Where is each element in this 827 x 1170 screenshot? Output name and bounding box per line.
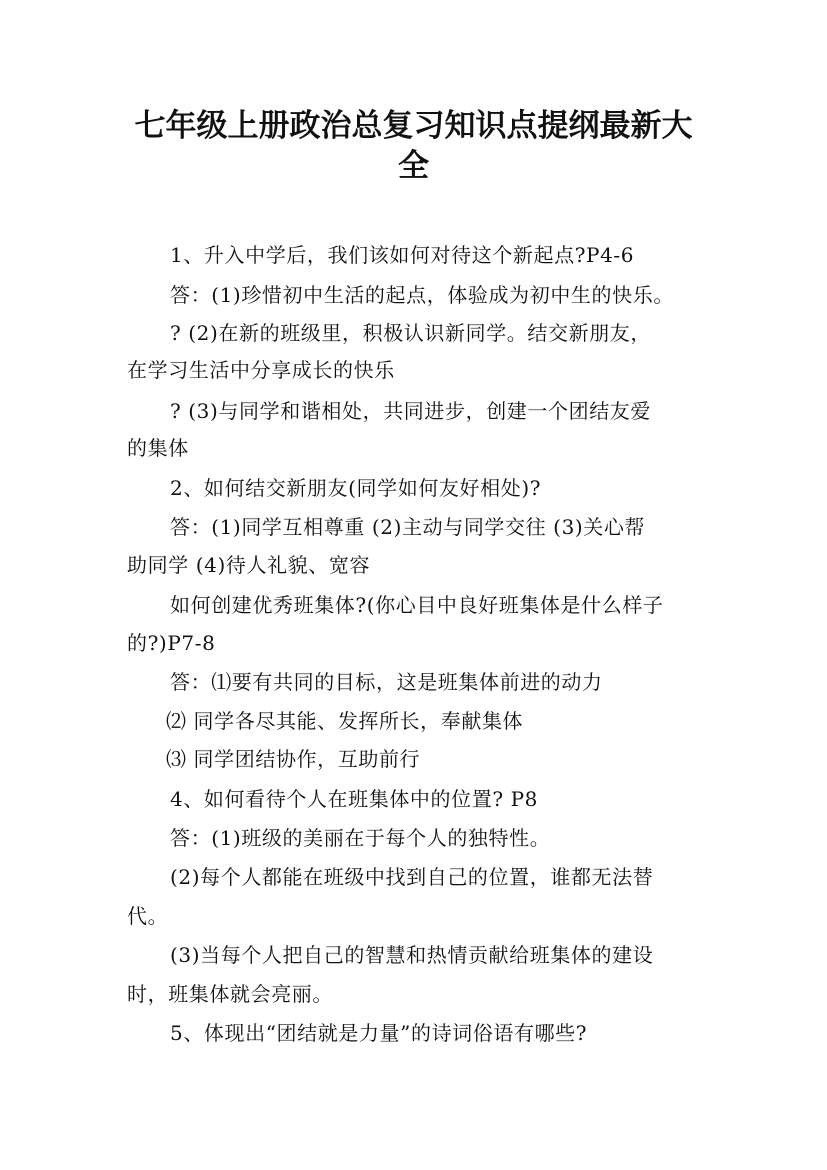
answer-1-point-2: ? (2)在新的班级里，积极认识新同学。结交新朋友， [170,321,652,345]
question-3-cont: 的?)P7-8 [127,631,216,655]
answer-3-point-3: ⑶ 同学团结协作，互助前行 [166,747,421,771]
answer-3-point-2: ⑵ 同学各尽其能、发挥所长，奉献集体 [166,709,524,733]
answer-2: 答：(1)同学互相尊重 (2)主动与同学交往 (3)关心帮 [170,515,646,539]
document-title-line-2: 全 [398,148,429,184]
question-1: 1、升入中学后，我们该如何对待这个新起点?P4-6 [170,243,635,267]
answer-3-point-1: 答：⑴要有共同的目标，这是班集体前进的动力 [170,670,603,694]
answer-1-point-3-cont: 的集体 [127,436,189,460]
answer-4-point-3: (3)当每个人把自己的智慧和热情贡献给班集体的建设 [170,943,654,967]
document-title-line-1: 七年级上册政治总复习知识点提纲最新大 [134,108,693,144]
answer-1-point-2-cont: 在学习生活中分享成长的快乐 [127,358,395,382]
answer-1-point-1: 答：(1)珍惜初中生活的起点，体验成为初中生的快乐。 [170,283,674,307]
answer-4-point-2-cont: 代。 [127,904,169,928]
answer-1-point-3: ? (3)与同学和谐相处，共同进步，创建一个团结友爱 [170,399,652,423]
question-3: 如何创建优秀班集体?(你心目中良好班集体是什么样子 [170,593,664,617]
answer-4-point-3-cont: 时，班集体就会亮丽。 [127,982,333,1006]
answer-4-point-1: 答：(1)班级的美丽在于每个人的独特性。 [170,826,551,850]
question-5: 5、体现出“团结就是力量”的诗词俗语有哪些? [170,1021,588,1045]
question-2: 2、如何结交新朋友(同学如何友好相处)? [170,476,542,500]
answer-2-cont: 助同学 (4)待人礼貌、宽容 [127,553,371,577]
answer-4-point-2: (2)每个人都能在班级中找到自己的位置，谁都无法替 [170,865,654,889]
question-4: 4、如何看待个人在班集体中的位置? P8 [170,787,538,811]
